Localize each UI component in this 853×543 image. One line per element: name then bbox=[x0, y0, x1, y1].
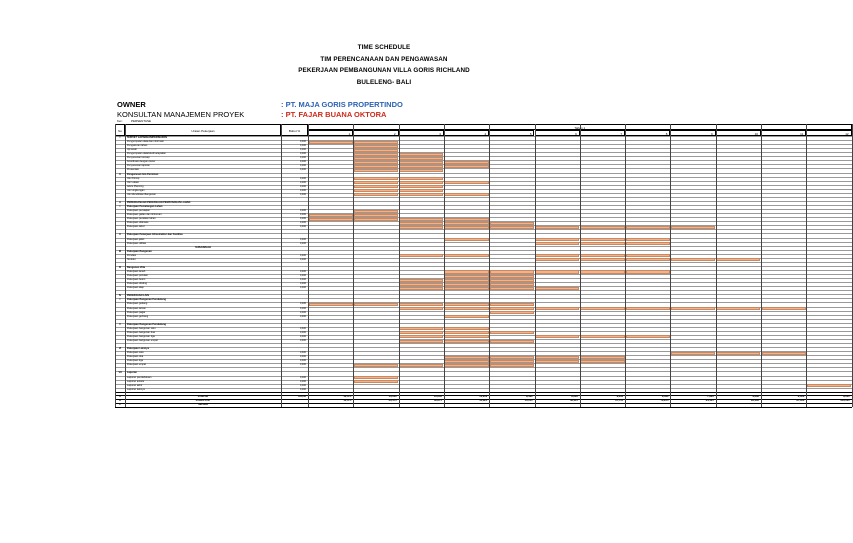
row-line bbox=[115, 290, 852, 291]
task-name: Pekerjaan dinding bbox=[127, 282, 148, 286]
row-number: A bbox=[119, 200, 121, 204]
header-tahun: Tahun 1 bbox=[308, 124, 852, 130]
total-value: 93,195 bbox=[751, 398, 759, 402]
section-title: Pekerjaan Bangunan bbox=[127, 249, 152, 253]
header-no: No bbox=[115, 124, 125, 136]
total-value: 8,000 bbox=[571, 394, 578, 398]
row-line bbox=[115, 407, 852, 408]
header-month: 9 bbox=[670, 130, 715, 136]
row-line bbox=[115, 395, 852, 396]
task-weight: 0,400 bbox=[300, 213, 306, 217]
total-value: 8,490 bbox=[525, 394, 533, 398]
row-line bbox=[115, 343, 852, 344]
total-value: 9,090 bbox=[752, 394, 759, 398]
column-line bbox=[580, 124, 581, 407]
task-name: Pekerjaan atap bbox=[127, 286, 144, 290]
header-uraian: Uraian Pekerjaan bbox=[125, 124, 281, 136]
task-weight: 0,400 bbox=[300, 302, 306, 306]
task-weight: 0,400 bbox=[300, 217, 306, 221]
task-name: Pekerjaan utilitas bbox=[127, 241, 147, 245]
row-number: IV bbox=[118, 294, 122, 298]
total-value: 58,115 bbox=[570, 398, 578, 402]
task-weight: 0,400 bbox=[300, 379, 306, 383]
section-title: PERENCANAAN PEKERJAAN PEMATANGAN LAHAN bbox=[127, 200, 191, 204]
task-name: Pekerjaan perataan lahan bbox=[127, 217, 156, 221]
task-weight: 0,400 bbox=[300, 310, 306, 314]
task-weight: 0,400 bbox=[300, 156, 306, 160]
row-line bbox=[115, 262, 852, 263]
task-weight: 0,400 bbox=[300, 253, 306, 257]
task-weight: 0,400 bbox=[300, 278, 306, 282]
section-title: Pekerjaan Pekerjaan Infrastruktur dan Fasilitas bbox=[127, 233, 183, 237]
task-name: Pekerjaan bangunan dua bbox=[127, 330, 155, 334]
task-name: Pengukuran lahan bbox=[127, 144, 148, 148]
section-title: Laporan bbox=[127, 371, 137, 375]
column-line bbox=[281, 124, 282, 407]
task-weight: 0,400 bbox=[300, 221, 306, 225]
task-weight: 0,400 bbox=[300, 375, 306, 379]
column-line bbox=[806, 124, 807, 407]
total-number: A bbox=[119, 394, 121, 398]
header-month: 2 bbox=[353, 130, 398, 136]
row-number: B bbox=[119, 265, 121, 269]
title-project: PEKERJAAN PEMBANGUNAN VILLA GORIS RICHLAND bbox=[298, 67, 470, 74]
task-name: Pengumpulan data/studi kelayakan bbox=[127, 152, 166, 156]
task-weight: 0,400 bbox=[300, 140, 306, 144]
column-line bbox=[399, 124, 400, 407]
task-weight: 0,400 bbox=[300, 363, 306, 367]
header-month: 4 bbox=[444, 130, 489, 136]
task-name: Advis Planning bbox=[127, 184, 144, 188]
task-name: Pekerjaan bangunan satu bbox=[127, 326, 156, 330]
total-value: 10,200 bbox=[433, 394, 442, 398]
total-value: 20,475 bbox=[388, 398, 397, 402]
row-number: II bbox=[119, 172, 121, 176]
task-weight: 0,400 bbox=[300, 168, 306, 172]
task-name: Izin Mendirikan Bangunan bbox=[127, 192, 156, 196]
row-number: III bbox=[118, 249, 122, 253]
task-weight: 0,400 bbox=[300, 257, 306, 261]
column-line bbox=[489, 124, 490, 407]
task-weight: 0,400 bbox=[300, 237, 306, 241]
task-name: Pekerjaan gerbang bbox=[127, 314, 149, 318]
total-weight: 100,00 bbox=[298, 394, 306, 398]
task-weight: 0,400 bbox=[300, 326, 306, 330]
row-number: VII bbox=[118, 371, 122, 375]
task-name: Laporan pendahuluan bbox=[127, 375, 152, 379]
task-name: Presentasi bbox=[127, 168, 139, 172]
total-label: KUMULATIF bbox=[195, 398, 211, 402]
task-weight: 0,400 bbox=[300, 152, 306, 156]
task-name: Laporan akhir bbox=[127, 383, 143, 387]
task-name: Struktur bbox=[127, 257, 136, 261]
column-line bbox=[535, 124, 536, 407]
task-weight: 0,400 bbox=[300, 351, 306, 355]
task-name: Pekerjaan tiga bbox=[127, 359, 143, 363]
task-name: Pekerjaan bangunan tiga bbox=[127, 334, 155, 338]
task-name: Izin Lokasi bbox=[127, 180, 139, 184]
column-line bbox=[353, 124, 354, 407]
header-bobot: Bobot % bbox=[281, 124, 308, 136]
task-name: Pekerjaan dua bbox=[127, 355, 144, 359]
task-name: Pekerjaan bangunan empat bbox=[127, 339, 158, 342]
task-weight: 0,400 bbox=[300, 188, 306, 192]
owner-value: : PT. MAJA GORIS PROPERTINDO bbox=[281, 100, 403, 109]
task-name: Pekerjaan taman bbox=[127, 306, 146, 310]
section-title: Pekerjaan Pematangan Lahan bbox=[127, 205, 163, 209]
total-value: 8,000 bbox=[843, 394, 850, 398]
header-month: 3 bbox=[399, 130, 444, 136]
task-name: Pengumpulan data dan informasi bbox=[127, 140, 164, 144]
total-value: 7,900 bbox=[707, 394, 714, 398]
task-name: Pekerjaan jalan bbox=[127, 237, 145, 241]
total-value: 30,675 bbox=[433, 398, 442, 402]
task-weight: 0,400 bbox=[300, 306, 306, 310]
total-value: 9,600 bbox=[616, 394, 624, 398]
column-line bbox=[761, 124, 762, 407]
total-value: 10,950 bbox=[479, 394, 488, 398]
task-weight: 0,400 bbox=[300, 339, 306, 342]
section-title: Pengurusan Izin-Perizinan bbox=[127, 172, 159, 176]
section-title: Pekerjaan Bangunan Pendukung bbox=[127, 298, 167, 302]
task-name: Izin Prinsip bbox=[127, 176, 140, 180]
section-title: PEKERJAAN LAIN bbox=[127, 294, 149, 298]
row-line bbox=[115, 319, 852, 320]
title-team: TIM PERENCANAAN DAN PENGAWASAN bbox=[320, 56, 448, 63]
task-name: Koordinasi dengan owner bbox=[127, 160, 156, 164]
total-value: 100,000 bbox=[840, 398, 850, 402]
header-month: 6 bbox=[535, 130, 580, 136]
task-name: Pekerjaan galian dan timbunan bbox=[127, 213, 162, 217]
column-line bbox=[308, 124, 309, 407]
task-weight: 0,400 bbox=[300, 274, 306, 278]
task-name: Pekerjaan tanah bbox=[127, 269, 146, 273]
header-month: 5 bbox=[489, 130, 534, 136]
task-weight: 0,400 bbox=[300, 282, 306, 286]
consultant-label: KONSULTAN MANAJEMEN PROYEK bbox=[117, 110, 245, 119]
task-name: Izin Lingkungan bbox=[127, 188, 145, 192]
task-name: Pekerjaan persiapan bbox=[127, 209, 150, 213]
total-value: 8,490 bbox=[661, 394, 669, 398]
task-weight: 0,400 bbox=[300, 269, 306, 273]
title-time-schedule: TIME SCHEDULE bbox=[357, 44, 411, 51]
task-weight: 0,400 bbox=[300, 148, 306, 152]
task-weight: 0,400 bbox=[300, 334, 306, 338]
column-line bbox=[444, 124, 445, 407]
header-month: 1 bbox=[308, 130, 353, 136]
row-line bbox=[115, 229, 852, 230]
total-label: JUMLAH bbox=[197, 394, 209, 398]
header-month: 7 bbox=[580, 130, 625, 136]
total-value: 67,715 bbox=[615, 398, 624, 402]
total-label: SELISIH bbox=[198, 403, 208, 407]
task-name: Pekerjaan pondasi bbox=[127, 274, 148, 278]
task-name: Pekerjaan satu bbox=[127, 351, 144, 355]
row-line bbox=[115, 367, 852, 368]
column-line bbox=[852, 124, 853, 407]
task-weight: 0,400 bbox=[300, 209, 306, 213]
total-number: B bbox=[119, 398, 121, 402]
column-line bbox=[115, 124, 116, 407]
task-weight: 0,400 bbox=[300, 383, 306, 387]
row-line bbox=[115, 197, 852, 198]
column-line bbox=[716, 124, 717, 407]
task-name: Pekerjaan talud bbox=[127, 225, 145, 229]
task-weight: 0,400 bbox=[300, 314, 306, 318]
task-name: Uji tanah bbox=[127, 148, 137, 152]
column-line bbox=[125, 124, 126, 407]
task-weight: 0,400 bbox=[300, 176, 306, 180]
header-month: 12 bbox=[806, 130, 851, 136]
task-name: Pondasi bbox=[127, 253, 137, 257]
total-value: 76,205 bbox=[660, 398, 669, 402]
task-weight: 0,400 bbox=[300, 225, 306, 229]
total-value: 10,475 bbox=[343, 398, 352, 402]
task-name: Pekerjaan pagar bbox=[127, 310, 146, 314]
task-name: Pekerjaan drainase bbox=[127, 221, 149, 225]
task-weight: 0,400 bbox=[300, 164, 306, 168]
header-month: 11 bbox=[761, 130, 806, 136]
task-name: Penyusunan konsep bbox=[127, 156, 150, 160]
task-weight: 0,400 bbox=[300, 359, 306, 363]
row-line bbox=[115, 392, 852, 393]
row-number: I bbox=[119, 205, 121, 209]
total-value: 10,475 bbox=[343, 394, 352, 398]
header-month: 8 bbox=[625, 130, 670, 136]
section-title: Pekerjaan Bangunan Pendukung bbox=[127, 322, 167, 326]
total-number: C bbox=[119, 403, 121, 407]
row-number: II bbox=[119, 233, 121, 237]
task-weight: 0,400 bbox=[300, 144, 306, 148]
task-name: Laporan antara bbox=[127, 379, 144, 383]
note-label: Ket : bbox=[117, 119, 124, 123]
task-name: Laporan lainnya bbox=[127, 387, 145, 391]
task-name: Pekerjaan beton bbox=[127, 278, 146, 282]
row-number: I bbox=[119, 136, 121, 139]
total-value: 50,115 bbox=[524, 398, 533, 402]
total-value: 10,000 bbox=[388, 394, 397, 398]
column-line bbox=[670, 124, 671, 407]
total-value: 41,625 bbox=[479, 398, 488, 402]
task-weight: 0,400 bbox=[300, 184, 306, 188]
task-weight: 0,400 bbox=[300, 180, 306, 184]
task-weight: 0,400 bbox=[300, 160, 306, 164]
task-name: Pekerjaan empat bbox=[127, 363, 146, 367]
task-weight: 0,400 bbox=[300, 355, 306, 359]
row-number: VI bbox=[118, 347, 122, 351]
task-weight: 0,400 bbox=[300, 330, 306, 334]
section-title: Pekerjaan Lainnya bbox=[127, 347, 149, 351]
row-number: V bbox=[119, 322, 121, 326]
owner-label: OWNER bbox=[117, 100, 146, 109]
header-month: 10 bbox=[716, 130, 761, 136]
task-weight: 0,400 bbox=[300, 286, 306, 290]
task-weight: 0,400 bbox=[300, 192, 306, 196]
task-name: Pekerjaan gudang bbox=[127, 302, 148, 306]
task-weight: 0,400 bbox=[300, 241, 306, 245]
total-value: 8,000 bbox=[797, 394, 805, 398]
task-name: Penyusunan laporan bbox=[127, 164, 150, 168]
consultant-value: : PT. FAJAR BUANA OKTORA bbox=[281, 110, 387, 119]
section-title: SUBJUMLAH bbox=[195, 245, 211, 249]
total-value: 97,000 bbox=[796, 398, 805, 402]
task-weight: 0,400 bbox=[300, 387, 306, 391]
column-line bbox=[625, 124, 626, 407]
note-value: PERSENTASE bbox=[131, 119, 151, 123]
section-title: Bangunan Villa bbox=[127, 265, 146, 269]
total-value: 84,105 bbox=[705, 398, 714, 402]
section-title: SURVEY LAPANGAN/PERSIAPAN bbox=[127, 136, 167, 139]
row-number: I bbox=[119, 298, 121, 302]
title-location: BULELENG- BALI bbox=[356, 79, 412, 86]
